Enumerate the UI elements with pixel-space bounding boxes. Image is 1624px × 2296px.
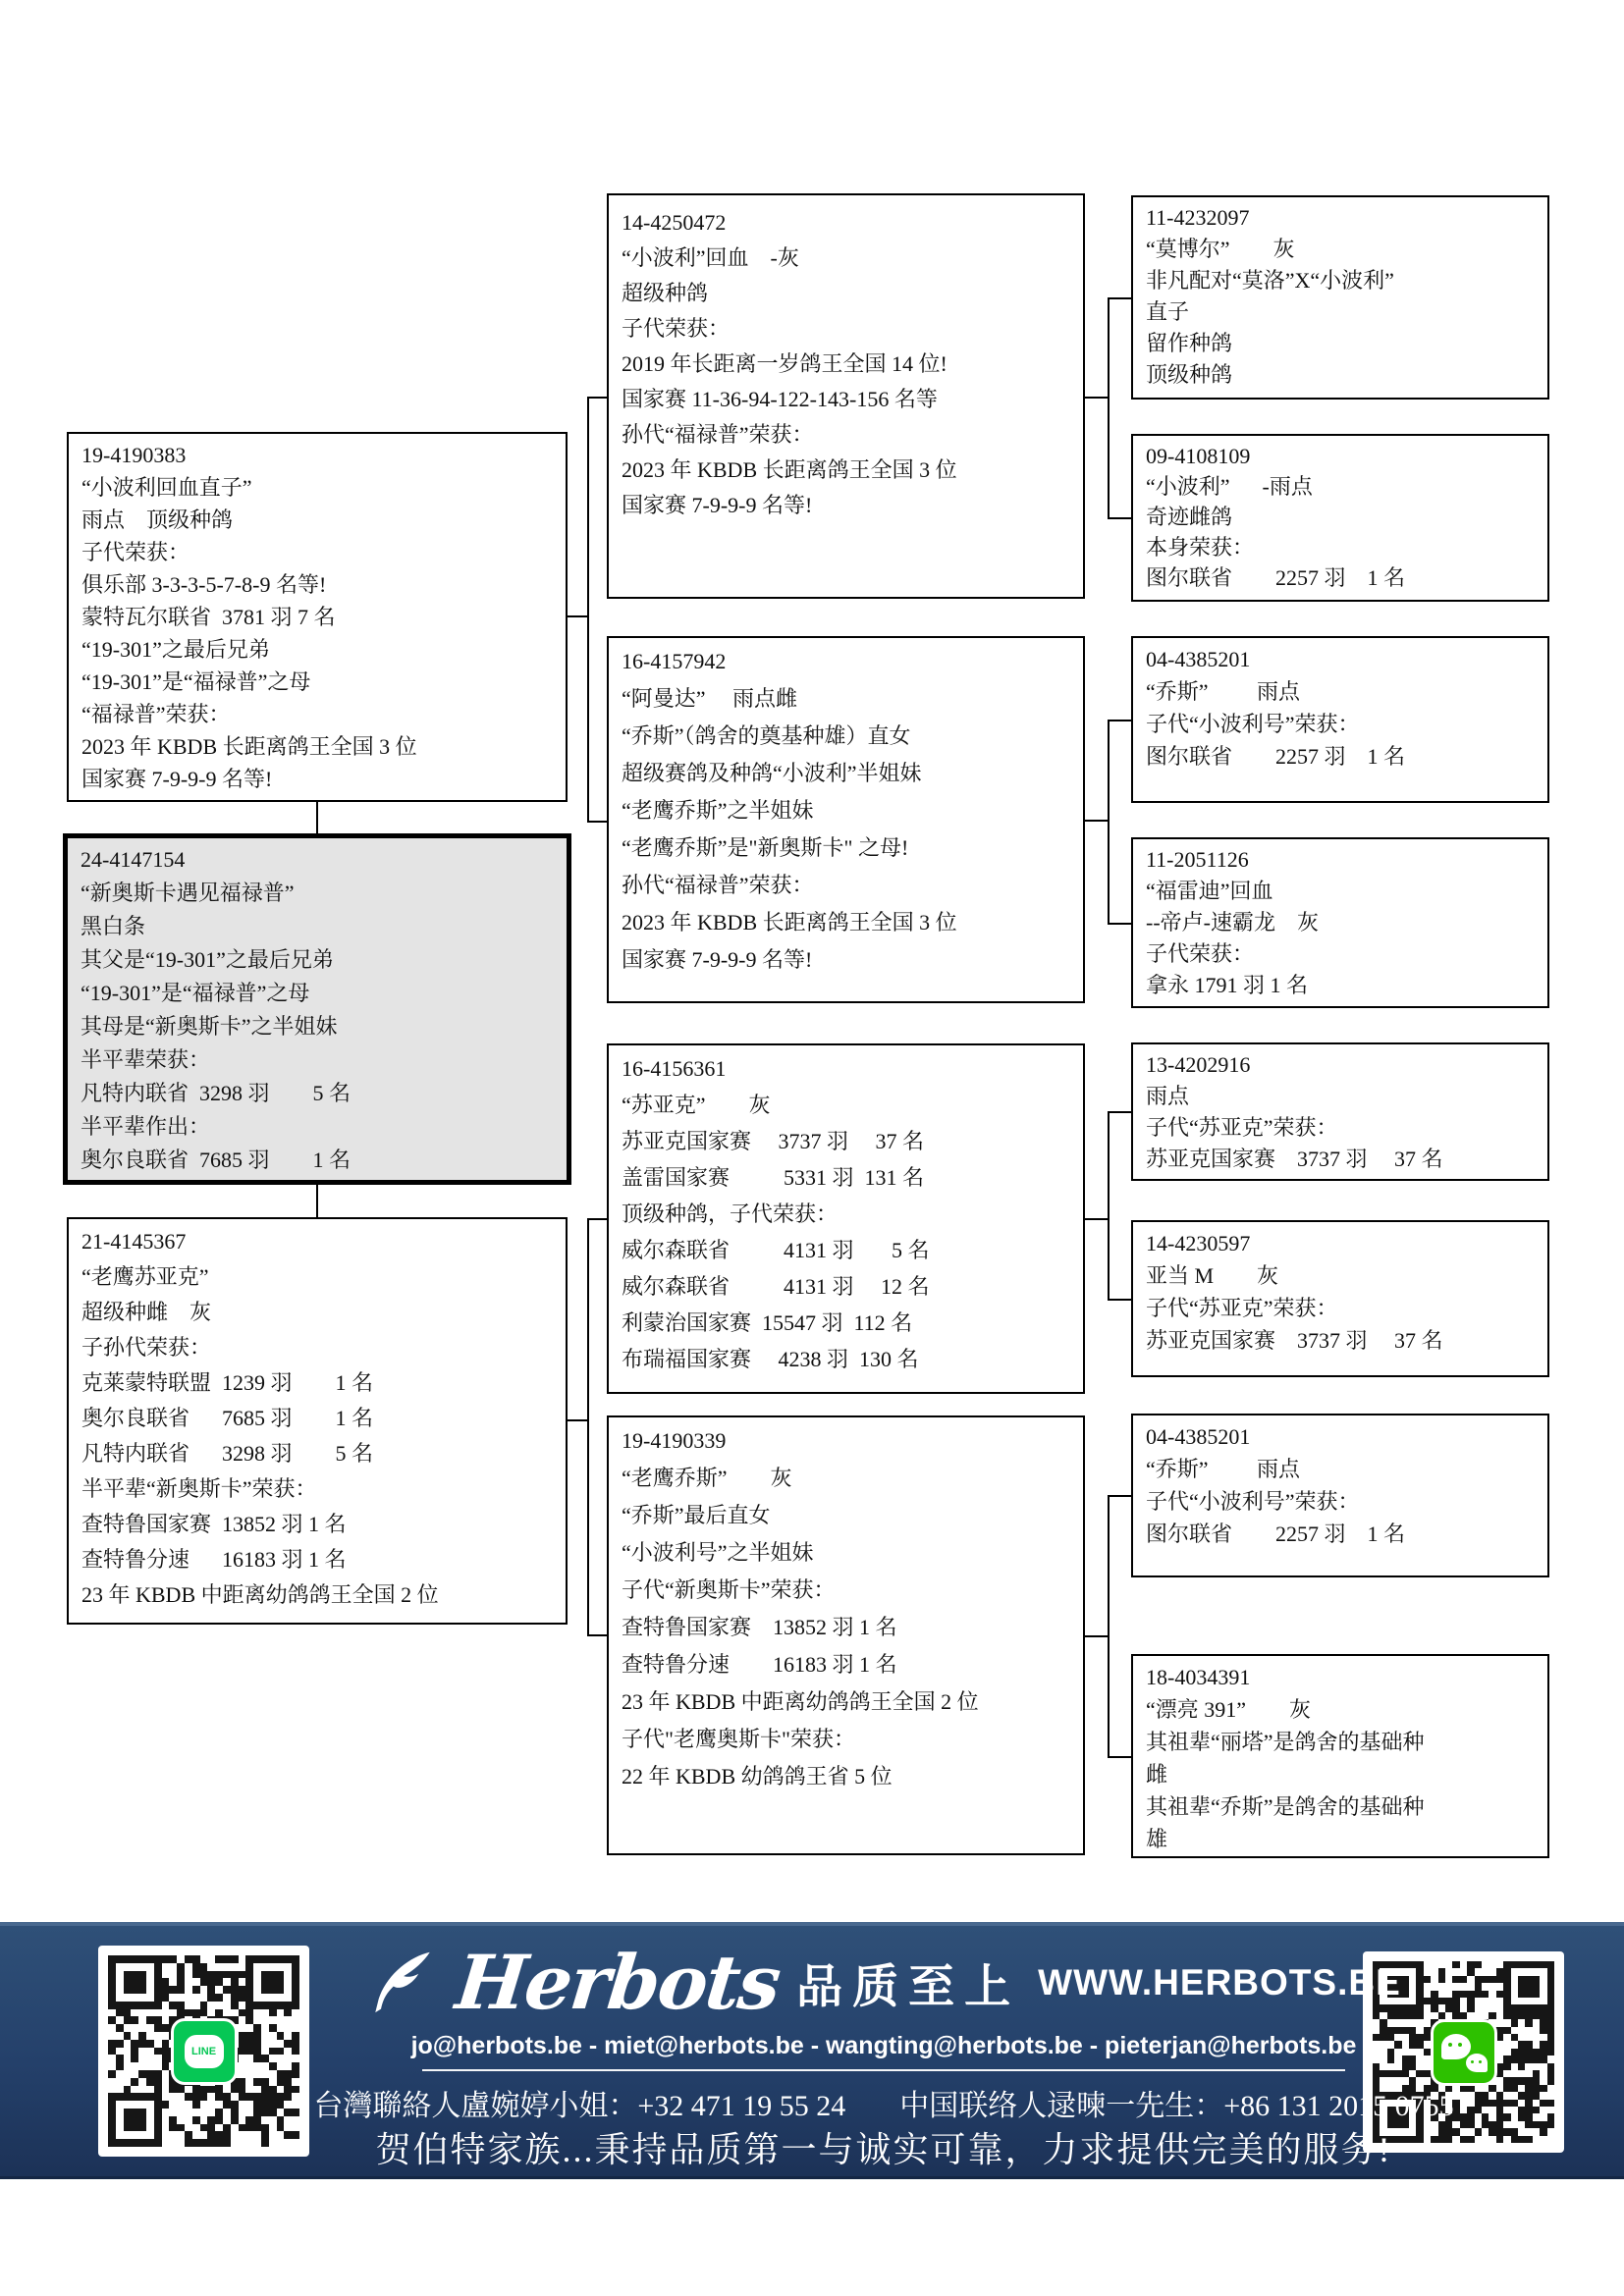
pedigree-line: 雨点 顶级种鸽 bbox=[81, 507, 234, 532]
line-bubble-icon: LINE bbox=[185, 2035, 224, 2068]
pedigree-box-r6 bbox=[1131, 1220, 1549, 1377]
pedigree-line: 雨点 bbox=[1146, 1084, 1190, 1108]
connector-line bbox=[1108, 720, 1110, 925]
pedigree-line: 09-4108109 bbox=[1146, 444, 1251, 468]
pedigree-line: 非凡配对“莫洛”X“小波利” bbox=[1146, 268, 1394, 293]
footer-banner bbox=[0, 1922, 1624, 2179]
pedigree-line: 22 年 KBDB 幼鸽鸽王省 5 位 bbox=[622, 1764, 893, 1789]
pedigree-line: “新奥斯卡遇见福禄普” bbox=[81, 881, 295, 905]
pedigree-line: “小波利” -雨点 bbox=[1146, 474, 1313, 499]
pedigree-line: 图尔联省 2257 羽 1 名 bbox=[1146, 1522, 1406, 1546]
connector-line bbox=[1108, 1111, 1110, 1301]
connector-line bbox=[1085, 1635, 1110, 1637]
connector-line bbox=[1108, 517, 1131, 519]
connector-line bbox=[316, 802, 318, 833]
pedigree-line: 14-4250472 bbox=[622, 210, 727, 235]
pedigree-line: 21-4145367 bbox=[81, 1229, 187, 1254]
pedigree-line: 直子 bbox=[1146, 299, 1190, 324]
brand-slogan-cn: 品质至上 bbox=[796, 1961, 1021, 2013]
pedigree-line: 凡特内联省 3298 羽 5 名 bbox=[81, 1081, 352, 1105]
connector-line bbox=[587, 397, 607, 399]
pedigree-line: 18-4034391 bbox=[1146, 1665, 1251, 1689]
pedigree-line: 国家赛 7-9-9-9 名等! bbox=[622, 493, 813, 517]
line-qr-code bbox=[98, 1946, 309, 2157]
pedigree-line: 雌 bbox=[1146, 1762, 1168, 1787]
connector-line bbox=[587, 821, 607, 823]
pedigree-line: 2023 年 KBDB 长距离鸽王全国 3 位 bbox=[622, 910, 957, 934]
pedigree-line: 图尔联省 2257 羽 1 名 bbox=[1146, 744, 1406, 769]
pedigree-line: 子代“苏亚克”荣获： bbox=[1146, 1115, 1338, 1140]
pedigree-line: “老鹰苏亚克” bbox=[81, 1264, 209, 1289]
pedigree-box-r8 bbox=[1131, 1654, 1549, 1858]
pedigree-line: 布瑞福国家赛 4238 羽 130 名 bbox=[622, 1347, 919, 1371]
pedigree-line: “乔斯” 雨点 bbox=[1146, 679, 1301, 704]
pedigree-box-subject bbox=[63, 833, 571, 1185]
connector-line bbox=[587, 397, 589, 823]
pedigree-line: “乔斯” 雨点 bbox=[1146, 1457, 1301, 1481]
wechat-app-icon bbox=[1431, 2019, 1497, 2086]
pedigree-line: 查特鲁分速 16183 羽 1 名 bbox=[622, 1652, 897, 1677]
pedigree-line: 子代荣获： bbox=[81, 540, 190, 564]
pedigree-line: 子代“小波利号”荣获： bbox=[1146, 1489, 1360, 1514]
pedigree-line: 苏亚克国家赛 3737 羽 37 名 bbox=[1146, 1147, 1443, 1171]
connector-line bbox=[1108, 720, 1131, 721]
pedigree-line: 苏亚克国家赛 3737 羽 37 名 bbox=[1146, 1328, 1443, 1353]
pedigree-line: 国家赛 7-9-9-9 名等! bbox=[81, 767, 273, 791]
pedigree-line: 19-4190383 bbox=[81, 443, 187, 467]
connector-line bbox=[587, 1218, 589, 1636]
website-url[interactable]: WWW.HERBOTS.BE bbox=[1038, 1962, 1401, 2002]
connector-line bbox=[1108, 1111, 1131, 1113]
pedigree-line: “福雷迪”回血 bbox=[1146, 879, 1273, 903]
pedigree-line: 子代“小波利号”荣获： bbox=[1146, 712, 1360, 736]
pedigree-line: 04-4385201 bbox=[1146, 1424, 1251, 1449]
pedigree-line: “阿曼达” 雨点雌 bbox=[622, 686, 798, 711]
wechat-bubble-icon bbox=[1441, 2034, 1471, 2059]
pedigree-line: 子代“新奥斯卡”荣获： bbox=[622, 1577, 836, 1602]
pedigree-line: “小波利号”之半姐妹 bbox=[622, 1540, 814, 1565]
pedigree-line: 子代荣获： bbox=[1146, 941, 1255, 966]
pedigree-line: --帝卢-速霸龙 灰 bbox=[1146, 910, 1319, 934]
pedigree-line: 国家赛 7-9-9-9 名等! bbox=[622, 947, 813, 972]
feather-icon bbox=[366, 1947, 439, 2019]
pedigree-box-r3 bbox=[1131, 636, 1549, 803]
pedigree-line: 半平辈荣获： bbox=[81, 1047, 211, 1072]
pedigree-line: 查特鲁国家赛 13852 羽 1 名 bbox=[622, 1615, 897, 1639]
connector-line bbox=[1108, 1495, 1110, 1758]
connector-line bbox=[568, 1419, 589, 1421]
connector-line bbox=[587, 1218, 607, 1220]
pedigree-line: 23 年 KBDB 中距离幼鸽鸽王全国 2 位 bbox=[622, 1689, 979, 1714]
pedigree-line: 查特鲁分速 16183 羽 1 名 bbox=[81, 1547, 347, 1572]
pedigree-line: 亚当 M 灰 bbox=[1146, 1263, 1279, 1288]
pedigree-box-r1 bbox=[1131, 195, 1549, 400]
pedigree-box-r2 bbox=[1131, 434, 1549, 602]
pedigree-line: “老鹰乔斯”之半姐妹 bbox=[622, 798, 814, 823]
pedigree-line: 2023 年 KBDB 长距离鸽王全国 3 位 bbox=[622, 457, 957, 482]
pedigree-line: 盖雷国家赛 5331 羽 131 名 bbox=[622, 1165, 925, 1190]
pedigree-line: “乔斯”（鸽舍的奠基种雄）直女 bbox=[622, 723, 911, 748]
pedigree-line: 利蒙治国家赛 15547 羽 112 名 bbox=[622, 1310, 913, 1335]
pedigree-line: 顶级种鸽 bbox=[1146, 362, 1233, 387]
pedigree-line: “19-301”是“福禄普”之母 bbox=[81, 981, 310, 1005]
china-contact: 中国联络人逯暕一先生：+86 131 2015 0755 bbox=[899, 2090, 1454, 2122]
pedigree-line: “19-301”是“福禄普”之母 bbox=[81, 669, 311, 694]
pedigree-line: 16-4156361 bbox=[622, 1056, 727, 1081]
connector-line bbox=[1108, 923, 1131, 925]
contact-emails[interactable]: jo@herbots.be - miet@herbots.be - wangting@herbots.be - pieterjan@herbots.be bbox=[410, 2032, 1357, 2059]
pedigree-box-m1 bbox=[607, 193, 1085, 599]
pedigree-line: 超级种雌 灰 bbox=[81, 1300, 212, 1324]
pedigree-line: 奇迹雌鸽 bbox=[1146, 505, 1233, 529]
pedigree-box-m3 bbox=[607, 1043, 1085, 1394]
pedigree-line: “19-301”之最后兄弟 bbox=[81, 637, 270, 662]
pedigree-line: 克莱蒙特联盟 1239 羽 1 名 bbox=[81, 1370, 374, 1395]
pedigree-line: “老鹰乔斯”是"新奥斯卡" 之母! bbox=[622, 835, 909, 860]
pedigree-line: 子孙代荣获： bbox=[81, 1335, 212, 1360]
connector-line bbox=[1085, 820, 1110, 822]
pedigree-line: 奥尔良联省 7685 羽 1 名 bbox=[81, 1148, 352, 1172]
pedigree-line: 超级赛鸽及种鸽“小波利”半姐妹 bbox=[622, 761, 922, 785]
pedigree-line: “乔斯”最后直女 bbox=[622, 1503, 771, 1527]
pedigree-line: 16-4157942 bbox=[622, 649, 727, 673]
pedigree-line: 其祖辈“乔斯”是鸽舍的基础种 bbox=[1146, 1794, 1425, 1819]
pedigree-line: 11-4232097 bbox=[1146, 205, 1250, 230]
pedigree-line: 雄 bbox=[1146, 1827, 1168, 1851]
pedigree-line: “苏亚克” 灰 bbox=[622, 1093, 771, 1117]
pedigree-line: 黑白条 bbox=[81, 914, 146, 938]
pedigree-box-r7 bbox=[1131, 1414, 1549, 1577]
pedigree-line: 11-2051126 bbox=[1146, 847, 1249, 872]
pedigree-line: “小波利”回血 -灰 bbox=[622, 245, 799, 270]
connector-line bbox=[1108, 1495, 1131, 1497]
pedigree-line: 子代"老鹰奥斯卡"荣获： bbox=[622, 1727, 855, 1751]
pedigree-line: 奥尔良联省 7685 羽 1 名 bbox=[81, 1406, 374, 1430]
wechat-bubble-icon bbox=[1466, 2054, 1488, 2072]
pedigree-line: “莫博尔” 灰 bbox=[1146, 237, 1295, 261]
pedigree-line: 其父是“19-301”之最后兄弟 bbox=[81, 947, 334, 972]
brand-logo-text: Herbots bbox=[452, 1939, 784, 2026]
pedigree-line: 04-4385201 bbox=[1146, 647, 1251, 671]
pedigree-line: 本身荣获： bbox=[1146, 535, 1255, 560]
connector-line bbox=[1085, 1218, 1110, 1220]
pedigree-line: 顶级种鸽，子代荣获： bbox=[622, 1201, 839, 1226]
connector-line bbox=[1108, 297, 1110, 519]
pedigree-line: 威尔森联省 4131 羽 12 名 bbox=[622, 1274, 930, 1299]
pedigree-line: 苏亚克国家赛 3737 羽 37 名 bbox=[622, 1129, 925, 1153]
taiwan-contact: 台灣聯絡人盧婉婷小姐：+32 471 19 55 24 bbox=[313, 2090, 846, 2122]
pedigree-line: 超级种鸽 bbox=[622, 281, 709, 305]
pedigree-line: 14-4230597 bbox=[1146, 1231, 1251, 1255]
connector-line bbox=[316, 1185, 318, 1217]
pedigree-line: “福禄普”荣获： bbox=[81, 702, 231, 726]
connector-line bbox=[1108, 297, 1131, 299]
pedigree-line: 蒙特瓦尔联省 3781 羽 7 名 bbox=[81, 605, 336, 629]
pedigree-box-r5 bbox=[1131, 1042, 1549, 1181]
pedigree-line: 国家赛 11-36-94-122-143-156 名等 bbox=[622, 387, 938, 411]
pedigree-line: 拿永 1791 羽 1 名 bbox=[1146, 973, 1309, 997]
pedigree-line: 子代“苏亚克”荣获： bbox=[1146, 1296, 1338, 1320]
pedigree-box-r4 bbox=[1131, 837, 1549, 1008]
line-app-icon bbox=[171, 2018, 238, 2085]
pedigree-box-m2 bbox=[607, 636, 1085, 1003]
pedigree-line: 图尔联省 2257 羽 1 名 bbox=[1146, 565, 1406, 590]
pedigree-line: “老鹰乔斯” 灰 bbox=[622, 1466, 792, 1490]
brand-row bbox=[393, 1939, 1401, 2026]
pedigree-line: 19-4190339 bbox=[622, 1428, 727, 1453]
pedigree-line: 威尔森联省 4131 羽 5 名 bbox=[622, 1238, 930, 1262]
pedigree-line: 其祖辈“丽塔”是鸽舍的基础种 bbox=[1146, 1730, 1425, 1754]
pedigree-line: 俱乐部 3-3-3-5-7-8-9 名等! bbox=[81, 572, 327, 597]
pedigree-line: 子代荣获： bbox=[622, 316, 731, 341]
pedigree-line: 留作种鸽 bbox=[1146, 331, 1233, 355]
connector-line bbox=[1085, 397, 1110, 399]
connector-line bbox=[568, 615, 589, 617]
pedigree-line: 其母是“新奥斯卡”之半姐妹 bbox=[81, 1014, 338, 1039]
connector-line bbox=[1108, 1299, 1131, 1301]
pedigree-line: 半平辈作出： bbox=[81, 1114, 211, 1139]
pedigree-box-sire bbox=[67, 432, 568, 802]
pedigree-box-dam bbox=[67, 1217, 568, 1625]
pedigree-line: 23 年 KBDB 中距离幼鸽鸽王全国 2 位 bbox=[81, 1582, 439, 1607]
pedigree-line: 半平辈“新奥斯卡”荣获： bbox=[81, 1476, 317, 1501]
pedigree-line: “小波利回血直子” bbox=[81, 475, 252, 500]
pedigree-line: 13-4202916 bbox=[1146, 1052, 1251, 1077]
footer-tagline: 贺伯特家族...秉持品质第一与诚实可靠，力求提供完美的服务! bbox=[375, 2130, 1392, 2169]
contact-phones bbox=[313, 2081, 1454, 2124]
pedigree-line: 2023 年 KBDB 长距离鸽王全国 3 位 bbox=[81, 734, 417, 759]
connector-line bbox=[587, 1634, 607, 1636]
pedigree-box-m4 bbox=[607, 1415, 1085, 1855]
pedigree-line: 查特鲁国家赛 13852 羽 1 名 bbox=[81, 1512, 347, 1536]
pedigree-line: 24-4147154 bbox=[81, 847, 186, 872]
footer-divider bbox=[422, 2069, 1345, 2071]
connector-line bbox=[1108, 1756, 1131, 1758]
pedigree-line: “漂亮 391” 灰 bbox=[1146, 1697, 1312, 1722]
pedigree-line: 孙代“福禄普”荣获： bbox=[622, 422, 814, 447]
pedigree-line: 凡特内联省 3298 羽 5 名 bbox=[81, 1441, 374, 1466]
pedigree-line: 孙代“福禄普”荣获： bbox=[622, 873, 814, 897]
pedigree-line: 2019 年长距离一岁鸽王全国 14 位! bbox=[622, 351, 947, 376]
